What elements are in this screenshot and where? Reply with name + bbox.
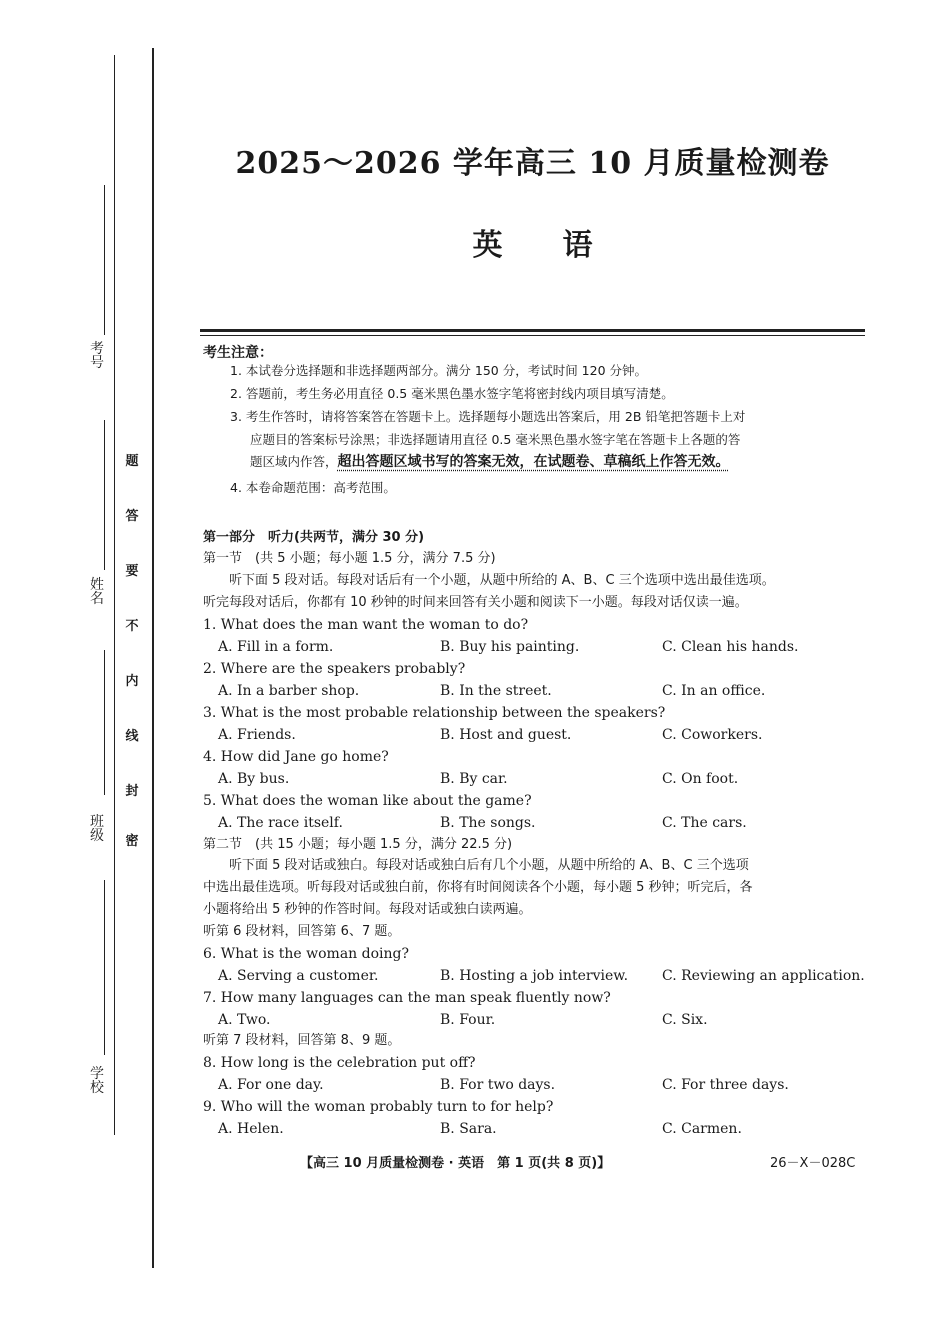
notice-title: 考生注意： <box>203 345 273 361</box>
seal-char: 要 <box>125 564 139 579</box>
option-c: C. Six. <box>662 1012 708 1028</box>
option-c: C. Coworkers. <box>662 727 763 743</box>
question-stem: 3. What is the most probable relationship between the speakers? <box>203 705 666 721</box>
instruction-line: 听下面 5 段对话或独白。每段对话或独白后有几个小题，从题中所给的 A、B、C 三个选项 <box>229 858 749 873</box>
seal-char: 不 <box>125 619 139 634</box>
option-a: A. Friends. <box>218 727 296 743</box>
option-b: B. Buy his painting. <box>440 639 580 655</box>
notice-item <box>250 451 870 473</box>
option-a: A. Serving a customer. <box>218 968 379 984</box>
notice-item-text: 题区域内作答， <box>250 454 338 469</box>
name-line <box>104 420 105 570</box>
seal-char: 题 <box>125 454 139 469</box>
option-b: B. For two days. <box>440 1077 556 1093</box>
instruction-line: 听完每段对话后，你都有 10 秒钟的时间来回答有关小题和阅读下一小题。每段对话仅读一遍。 <box>203 595 748 610</box>
subject-title: 英语 <box>472 228 653 263</box>
material-6-heading: 听第 6 段材料，回答第 6、7 题。 <box>203 924 401 939</box>
part1-heading: 第一部分 听力(共两节，满分 30 分) <box>203 530 425 545</box>
notice-item: 1. 本试卷分选择题和非选择题两部分。满分 150 分，考试时间 120 分钟。 <box>230 363 648 378</box>
question-stem: 7. How many languages can the man speak fluently now? <box>203 990 611 1006</box>
question-stem: 8. How long is the celebration put off? <box>203 1055 476 1071</box>
option-a: A. The race itself. <box>218 815 343 831</box>
option-b: B. Four. <box>440 1012 496 1028</box>
school-line <box>104 880 105 1055</box>
option-b: B. Host and guest. <box>440 727 572 743</box>
option-b: B. By car. <box>440 771 508 787</box>
option-c: C. In an office. <box>662 683 766 699</box>
option-c: C. Clean his hands. <box>662 639 799 655</box>
question-stem: 6. What is the woman doing? <box>203 946 409 962</box>
school-label: 学校 <box>90 1066 104 1096</box>
exam-code: 26－X－028C <box>770 1156 856 1171</box>
header-rule-thin <box>200 335 865 336</box>
binding-line-inner <box>152 48 154 1268</box>
option-c: C. The cars. <box>662 815 747 831</box>
question-stem: 2. Where are the speakers probably? <box>203 661 466 677</box>
section1-instructions <box>203 570 868 614</box>
option-b: B. Sara. <box>440 1121 497 1137</box>
option-b: B. The songs. <box>440 815 536 831</box>
seal-char: 密 <box>125 834 139 849</box>
question-stem: 4. How did Jane go home? <box>203 749 389 765</box>
instruction-line: 小题将给出 5 秒钟的作答时间。每段对话或独白读两遍。 <box>203 902 532 917</box>
seal-char: 线 <box>125 729 139 744</box>
option-c: C. Reviewing an application. <box>662 968 865 984</box>
notice-item: 3. 考生作答时，请将答案答在答题卡上。选择题每小题选出答案后，用 2B 铅笔把答题卡上对 <box>230 409 746 424</box>
class-label: 班级 <box>90 814 104 844</box>
option-a: A. Two. <box>218 1012 271 1028</box>
option-a: A. By bus. <box>218 771 290 787</box>
option-c: C. On foot. <box>662 771 739 787</box>
option-c: C. Carmen. <box>662 1121 742 1137</box>
page-footer: 【高三 10 月质量检测卷 · 英语 第 1 页(共 8 页)】 <box>300 1156 611 1171</box>
notice-emphasis: 超出答题区域书写的答案无效，在试题卷、草稿纸上作答无效。 <box>337 454 730 470</box>
instruction-line: 中选出最佳选项。听每段对话或独白前，你将有时间阅读各个小题，每小题 5 秒钟；听完后，各 <box>203 880 753 895</box>
option-b: B. Hosting a job interview. <box>440 968 629 984</box>
section2-instructions <box>203 855 868 921</box>
section2-heading: 第二节 (共 15 小题；每小题 1.5 分，满分 22.5 分) <box>203 837 513 852</box>
seal-char: 封 <box>125 784 139 799</box>
exam-title: 2025～2026 学年高三 10 月质量检测卷 <box>235 146 830 181</box>
material-7-heading: 听第 7 段材料，回答第 8、9 题。 <box>203 1033 401 1048</box>
instruction-line: 听下面 5 段对话。每段对话后有一个小题，从题中所给的 A、B、C 三个选项中选出最佳选项。 <box>229 573 775 588</box>
option-b: B. In the street. <box>440 683 552 699</box>
option-a: A. In a barber shop. <box>218 683 360 699</box>
notice-item: 2. 答题前，考生务必用直径 0.5 毫米黑色墨水签字笔将密封线内项目填写清楚。 <box>230 386 674 401</box>
seal-char: 内 <box>125 674 139 689</box>
question-stem: 9. Who will the woman probably turn to for help? <box>203 1099 554 1115</box>
section1-heading: 第一节 (共 5 小题；每小题 1.5 分，满分 7.5 分) <box>203 551 496 566</box>
exam-number-line <box>104 185 105 335</box>
question-stem: 1. What does the man want the woman to do? <box>203 617 529 633</box>
header-rule <box>200 329 865 332</box>
notice-item: 应题目的答案标号涂黑；非选择题请用直径 0.5 毫米黑色墨水签字笔在答题卡上各题的答 <box>250 432 741 447</box>
option-a: A. Fill in a form. <box>218 639 334 655</box>
option-c: C. For three days. <box>662 1077 789 1093</box>
binding-line-outer <box>114 55 115 1135</box>
option-a: A. Helen. <box>218 1121 284 1137</box>
option-a: A. For one day. <box>218 1077 324 1093</box>
seal-char: 答 <box>125 509 139 524</box>
exam-number-label: 考号 <box>90 341 104 371</box>
notice-item: 4. 本卷命题范围：高考范围。 <box>230 480 396 495</box>
name-label: 姓名 <box>90 577 104 607</box>
question-stem: 5. What does the woman like about the game? <box>203 793 532 809</box>
class-line <box>104 650 105 795</box>
